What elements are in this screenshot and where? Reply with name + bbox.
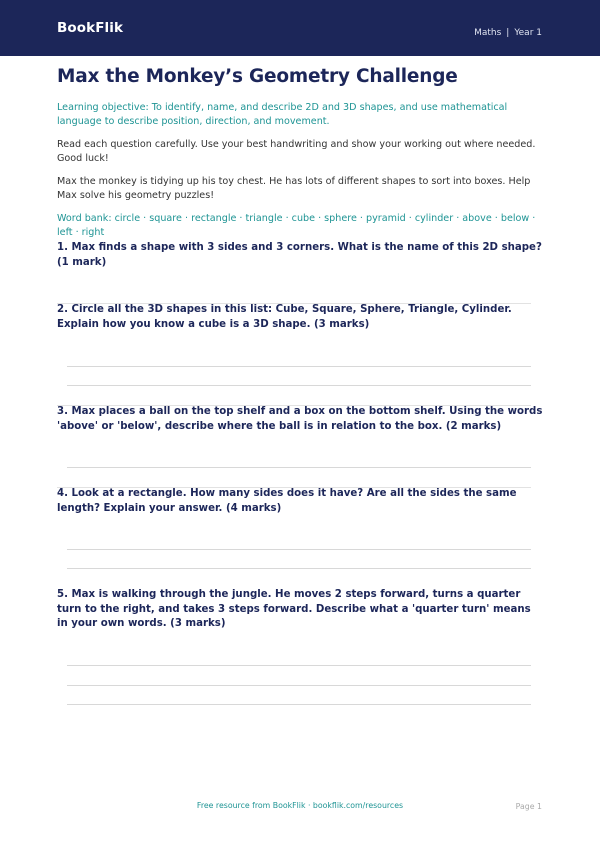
question-text: 1. Max finds a shape with 3 sides and 3 corners. What is the name of this 2D shape? (1 mark) [57, 242, 542, 268]
page-number: Page 1 [515, 802, 542, 811]
answer-line[interactable] [67, 366, 531, 367]
answer-line[interactable] [67, 549, 531, 550]
question-2 [57, 303, 543, 332]
question-text: 3. Max places a ball on the top shelf and a box on the bottom shelf. Using the words 'above' or 'below', describe where the ball is in relation to the box. (2 marks) [57, 406, 543, 432]
question-3 [57, 405, 543, 434]
subject-year [474, 29, 542, 38]
question-1 [57, 241, 543, 270]
learning-objective: Learning objective: To identify, name, and describe 2D and 3D shapes, and use mathematical language to describe position, direction, and movement. [57, 102, 508, 127]
answer-line[interactable] [67, 704, 531, 705]
question-4 [57, 487, 543, 516]
answer-line[interactable] [67, 685, 531, 686]
word-bank: Word bank: circle · square · rectangle · triangle · cube · sphere · pyramid · cylinder · above · below · left · right [57, 213, 536, 238]
question-divider [57, 487, 531, 488]
instructions: Read each question carefully. Use your best handwriting and show your working out where needed. Good luck! [57, 139, 536, 164]
worksheet-intro [57, 66, 543, 239]
brand-logo: BookFlik [57, 20, 124, 36]
question-5 [57, 588, 543, 632]
answer-line[interactable] [67, 467, 531, 468]
meta-separator: | [506, 28, 510, 38]
year-label: Year 1 [514, 28, 542, 38]
question-divider [57, 405, 531, 406]
question-text: 4. Look at a rectangle. How many sides does it have? Are all the sides the same length? Explain your answer. (4 marks) [57, 488, 517, 514]
answer-line[interactable] [67, 665, 531, 666]
footer-source[interactable]: Free resource from BookFlik · bookflik.com/resources [196, 801, 404, 810]
question-text: 5. Max is walking through the jungle. He moves 2 steps forward, turns a quarter turn to the right, and takes 3 steps forward. Describe what a 'quarter turn' means in your own words. (3 marks) [57, 589, 531, 629]
header-bar [0, 0, 600, 56]
page-title: Max the Monkey’s Geometry Challenge [57, 66, 458, 87]
question-divider [57, 303, 531, 304]
subject-label: Maths [474, 28, 502, 38]
answer-line[interactable] [67, 385, 531, 386]
question-text: 2. Circle all the 3D shapes in this list: Cube, Square, Sphere, Triangle, Cylinder. Explain how you know a cube is a 3D shape. (3 marks) [57, 304, 512, 330]
story-intro: Max the monkey is tidying up his toy chest. He has lots of different shapes to sort into boxes. Help Max solve his geometry puzzles! [57, 176, 531, 201]
answer-line[interactable] [67, 568, 531, 569]
